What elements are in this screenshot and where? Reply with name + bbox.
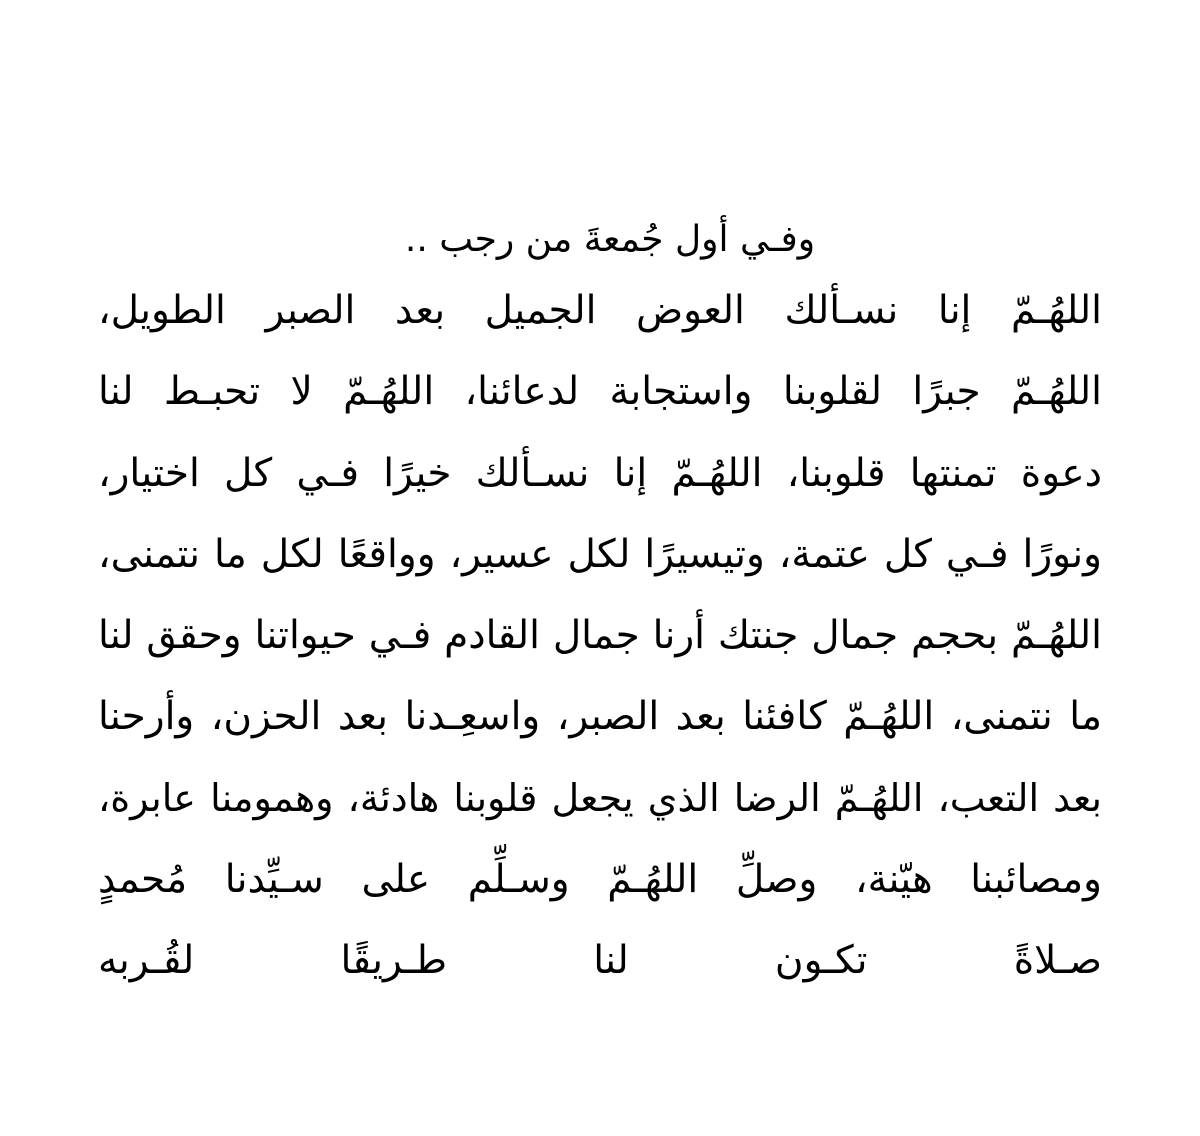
dua-line: ونورًا فـي كل عتمة، وتيسيرًا لكل عسير، وواقعًا لكل ما نتمنى، [98, 531, 1102, 577]
dua-line: دعوة تمنتها قلوبنا، اللهُـمّ إنا نسـألك خيرًا فـي كل اختيار، [98, 450, 1102, 496]
dua-text-block [98, 210, 1102, 1002]
dua-line: اللهُـمّ جبرًا لقلوبنا واستجابة لدعائنا، اللهُـمّ لا تحبـط لنا [98, 369, 1102, 415]
dua-line: ومصائبنا هيّنة، وصلِّ اللهُـمّ وسـلِّم على سـيِّدنا مُحمدٍ [98, 857, 1102, 903]
dua-line: بعد التعب، اللهُـمّ الرضا الذي يجعل قلوبنا هادئة، وهمومنا عابرة، [98, 775, 1102, 820]
dua-title: وفـي أول جُمعةَ من رجب .. [404, 219, 816, 260]
dua-line: صـلاةً تكـون لنا طـريقًا لقُـربه [98, 938, 1102, 984]
dua-line: اللهُـمّ إنا نسـألك العوض الجميل بعد الصبر الطويل، [98, 288, 1102, 333]
dua-line: اللهُـمّ بحجم جمال جنتك أرنا جمال القادم فـي حيواتنا وحقق لنا [98, 613, 1102, 659]
dua-line: ما نتمنى، اللهُـمّ كافئنا بعد الصبر، واسعِـدنا بعد الحزن، وأرحنا [98, 694, 1102, 740]
